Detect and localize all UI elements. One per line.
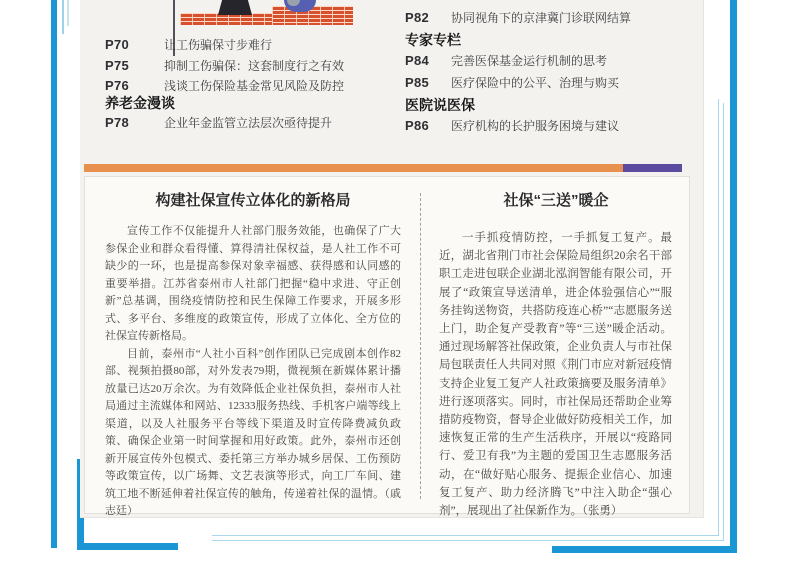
bottom-right-corner-accent-horizontal [552, 546, 737, 553]
page-number: P82 [405, 10, 430, 25]
toc-entry [105, 77, 344, 94]
toc-entry [105, 114, 332, 131]
article-paragraph: 一手抓疫情防控，一手抓复工复产。最近，湖北省荆门市社会保险局组织20余名干部职工走进包联企业湖北泓润智能有限公司，开展了“政策宣导送清单，进企体验强信心”“服务挂钩送物资，共搭防疫连心桥”“志愿服务送上门，助企复产受教育”等“三送”暖企活动。通过现场解答社保政策，企业负责人与市社保局包联责任人共同对照《荆门市应对新冠疫情支持企业复工复产人社政策摘要及服务清单》进行逐项落实。同时，市社保局还帮助企业筹措防疫物资，督导企业做好防疫相关工作，加速恢复正常的生产生活秩序，开展以“疫路同行、爱卫有我”为主题的爱国卫生志愿服务活动，在“做好贴心服务、提振企业信心、加速复工复产、助力经济腾飞”中注入助企“强心剂”，展现出了社保新作为。（张勇） [439, 232, 672, 518]
brick-wall-right [272, 6, 353, 25]
page-number: P85 [405, 75, 430, 90]
article-title-right: 社保“三送”暖企 [503, 192, 609, 209]
article-body-right [439, 229, 672, 520]
toc-entry [405, 9, 631, 26]
page-number: P75 [105, 58, 130, 73]
page-number: P86 [405, 118, 430, 133]
toc-entry [105, 36, 272, 53]
page-number: P84 [405, 53, 430, 68]
person-figure [218, 0, 252, 15]
toc-entry-title: 协同视角下的京津冀门诊联网结算 [451, 11, 632, 25]
toc-entry-title: 浅谈工伤保险基金常见风险及防控 [164, 79, 345, 93]
orange-header-bar [84, 164, 623, 172]
page-number: P76 [105, 78, 130, 93]
toc-entry-title: 医疗机构的长护服务困境与建议 [451, 119, 620, 133]
article-paragraph: 目前，泰州市“人社小百科”创作团队已完成剧本创作82部、视频拍摄80部，对外发表79期，微视频在新媒体累计播放量已达20万余次。为有效降低企业社保负担，泰州市人社局通过主流媒体和网站、12333服务热线、手机客户端等线上渠道，以及人社服务平台等线下渠道及时宣传降费减负政策、确保企业第一时间掌握和用好政策。此外，泰州市还创新开展宣传外包模式、委托第三方举办城乡居保、工伤预防等政策宣传，以广场舞、文艺表演等形式，向工厂车间、建筑工地不断延伸着社保宣传的触角，传递着社保的温情。（戚志廷） [105, 347, 401, 517]
page-number: P78 [105, 115, 130, 130]
toc-section-header: 医院说医保 [405, 97, 475, 113]
article-paragraph: 宣传工作不仅能提升人社部门服务效能，也确保了广大参保企业和群众看得懂、算得清社保权益，是人社工作不可缺少的一环，也是提高参保对象幸福感、获得感和认同感的重要举措。江苏省泰州市人社部门把握“稳中求进、守正创新”总基调，围绕疫情防控和民生保障工作要求，开展多形式、多平台、多维度的政策宣传，形成了立体化、全方位的社保宣传新格局。 [105, 225, 401, 342]
toc-entry-title: 让工伤骗保寸步难行 [164, 38, 273, 52]
toc-entry-title: 企业年金监管立法层次亟待提升 [164, 116, 333, 130]
thin-accent-line-top-left-1 [62, 0, 64, 34]
toc-section-header: 专家专栏 [405, 32, 461, 48]
dashed-column-divider [420, 193, 421, 499]
toc-entry [405, 117, 619, 134]
purple-header-bar [623, 164, 682, 172]
thin-accent-line-top-left-2 [67, 0, 69, 26]
page-number: P70 [105, 37, 130, 52]
left-accent-bar [51, 0, 57, 548]
article-title-left: 构建社保宣传立体化的新格局 [155, 192, 351, 209]
news-articles-box [84, 176, 690, 518]
article-body-left [105, 223, 401, 521]
toc-entry-title: 完善医保基金运行机制的思考 [451, 54, 608, 68]
bottom-right-corner-accent-vertical [730, 0, 737, 553]
toc-entry [405, 52, 607, 69]
toc-entry-title: 医疗保险中的公平、治理与购买 [451, 76, 620, 90]
bottom-left-corner-accent-horizontal [77, 543, 178, 550]
magazine-page [80, 0, 704, 518]
toc-section-header: 养老金漫谈 [105, 95, 175, 111]
toc-entry [405, 74, 619, 91]
toc-entry [105, 57, 344, 74]
toc-entry-title: 抑制工伤骗保：这套制度行之有效 [164, 59, 345, 73]
